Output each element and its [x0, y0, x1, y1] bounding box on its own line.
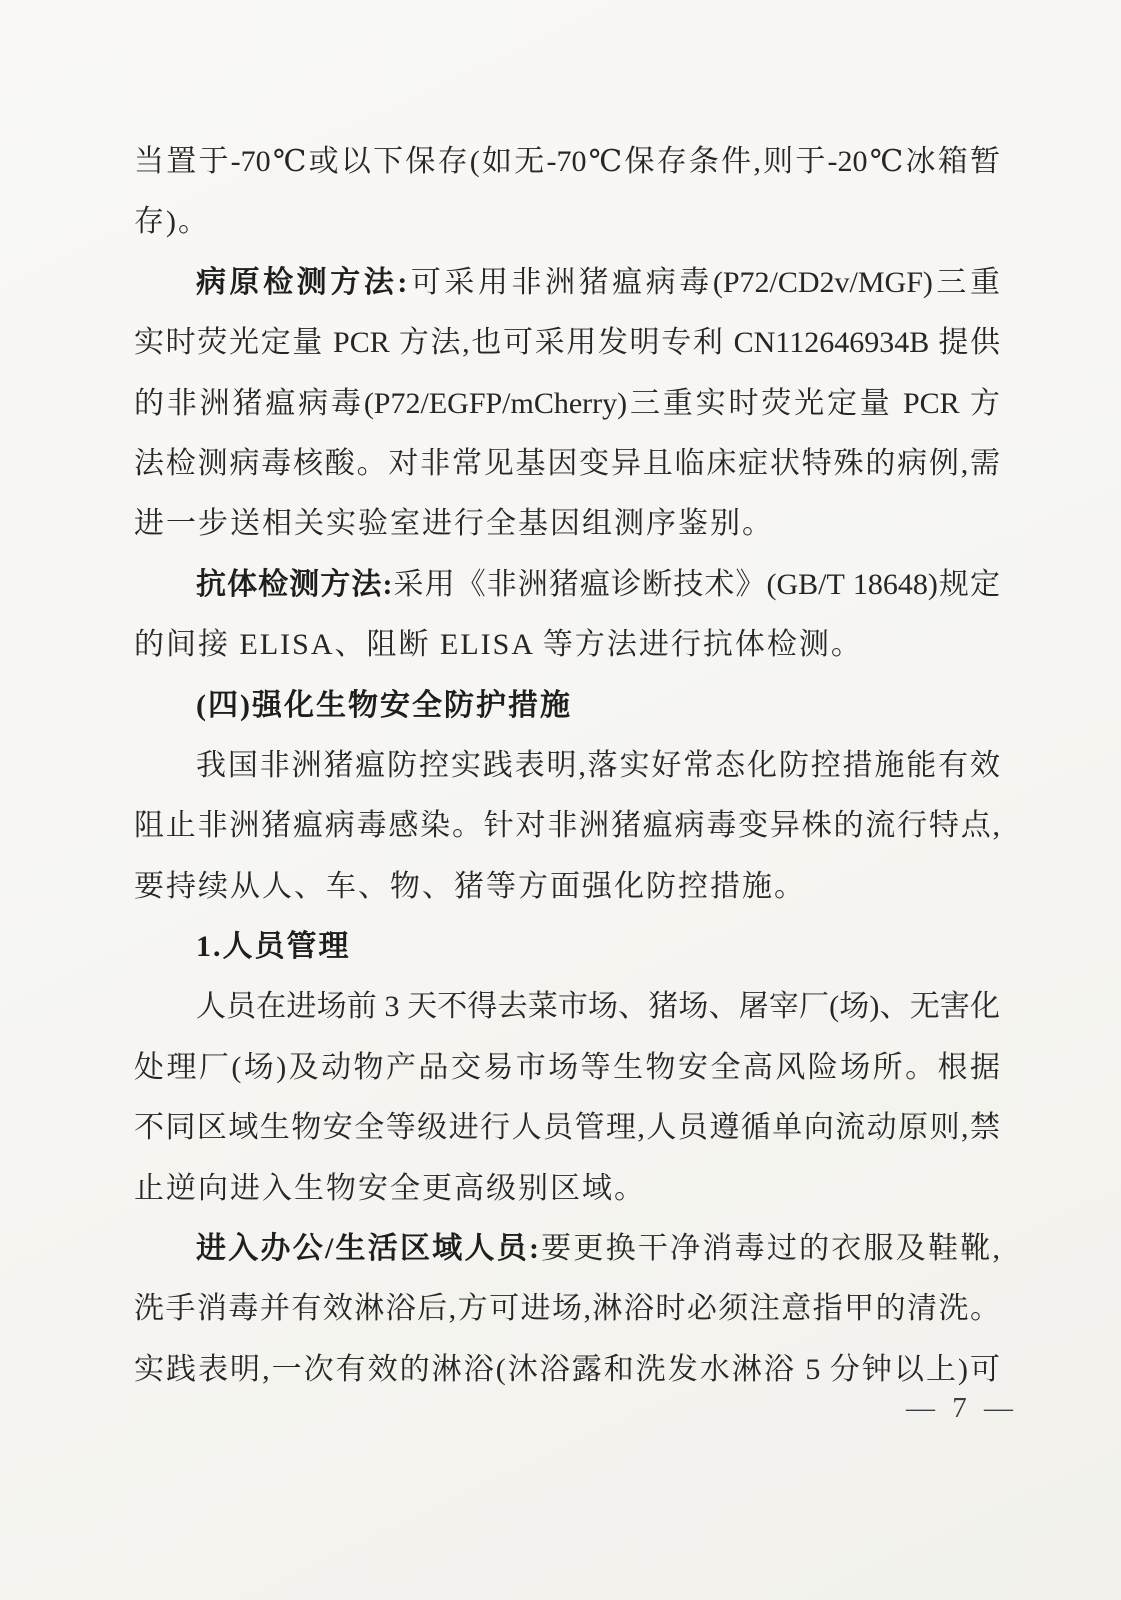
bold-lead-pathogen-detection: 病原检测方法:	[196, 265, 408, 299]
text-line: 阻止非洲猪瘟病毒感染。针对非洲猪瘟病毒变异株的流行特点,	[134, 809, 1000, 843]
subsection-heading-personnel: 1.人员管理	[196, 930, 351, 964]
bold-lead-antibody-detection: 抗体检测方法:	[196, 567, 393, 601]
text-line: 进一步送相关实验室进行全基因组测序鉴别。	[134, 507, 774, 541]
text-line: 要持续从人、车、物、猪等方面强化防控措施。	[134, 869, 806, 903]
text-line: 止逆向进入生物安全更高级别区域。	[134, 1171, 646, 1205]
text-line: 我国非洲猪瘟防控实践表明,落实好常态化防控措施能有效	[196, 748, 1000, 782]
line-text: 要更换干净消毒过的衣服及鞋靴,	[538, 1232, 1000, 1266]
text-line: 洗手消毒并有效淋浴后,方可进场,淋浴时必须注意指甲的清洗。	[134, 1292, 1000, 1326]
line-text: 采用《非洲猪瘟诊断技术》(GB/T 18648)规定	[392, 567, 1000, 601]
page-number: — 7 —	[906, 1392, 1018, 1424]
text-block	[134, 132, 1000, 1400]
text-line	[134, 253, 1000, 313]
section-heading-biosecurity: (四)强化生物安全防护措施	[196, 688, 572, 722]
text-line: 的非洲猪瘟病毒(P72/EGFP/mCherry)三重实时荧光定量 PCR 方	[134, 386, 1000, 420]
text-line	[134, 555, 1000, 615]
text-line: 的间接 ELISA、阻断 ELISA 等方法进行抗体检测。	[134, 628, 863, 662]
text-line	[134, 1219, 1000, 1279]
text-line: 实时荧光定量 PCR 方法,也可采用发明专利 CN112646934B 提供	[134, 326, 1000, 360]
text-line: 法检测病毒核酸。对非常见基因变异且临床症状特殊的病例,需	[134, 446, 1000, 480]
text-line: 不同区域生物安全等级进行人员管理,人员遵循单向流动原则,禁	[134, 1111, 1000, 1145]
text-line: 处理厂(场)及动物产品交易市场等生物安全高风险场所。根据	[134, 1050, 1000, 1084]
line-text: 可采用非洲猪瘟病毒(P72/CD2v/MGF)三重	[407, 265, 1000, 299]
text-line: 实践表明,一次有效的淋浴(沐浴露和洗发水淋浴 5 分钟以上)可	[134, 1352, 1000, 1386]
text-line: 当置于-70℃或以下保存(如无-70℃保存条件,则于-20℃冰箱暂	[134, 145, 1000, 178]
bold-lead-office-area-personnel: 进入办公/生活区域人员:	[196, 1232, 539, 1266]
text-line: 人员在进场前 3 天不得去菜市场、猪场、屠宰厂(场)、无害化	[196, 990, 1000, 1024]
text-line: 存)。	[134, 205, 210, 239]
